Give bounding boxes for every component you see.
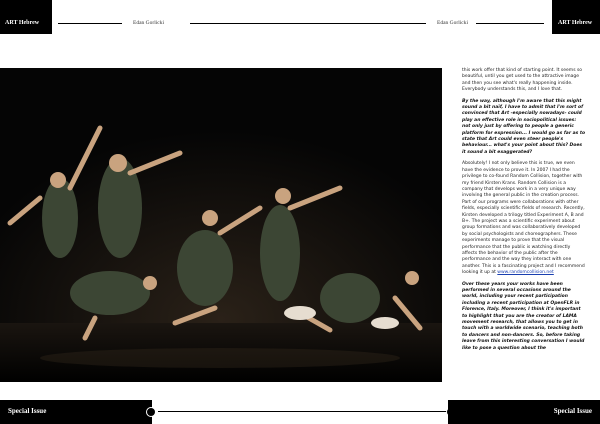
interview-question-1: By the way, although I'm aware that this might sound a bit naïf, I have to admit that I'm sort of convinced that Art -especially nowadays- could play an effective role in sociopolitical issues: not only just by offering to people a generic platform for expression... I would go as far as to state that Art could even steer people's behaviour... what's your point about this? Does it sound a bit exaggerated? [462, 98, 586, 155]
header-right-author: Edan Gorlicki [437, 20, 469, 26]
random-collision-link[interactable]: www.randomcollision.net [497, 270, 554, 276]
header-right-title: ART Hebrew [558, 20, 593, 26]
footer-right-label: Special Issue [553, 407, 592, 415]
interview-question-2: Over these years your works have been performed in several occasions around the world, including your recent participation including a recent participation at OpenFLR in Florence, Italy. Moreover, I think it's important to highlight that you are the creator of LAMA movement research, that allows you to get in touch with a worldwide scenario, teaching both to dancers and non-dancers. So, before taking leave from this interesting conversation I would like to pose a question about the [462, 281, 585, 351]
header-left-block [0, 0, 52, 34]
header-right-block [552, 0, 600, 34]
article-paragraph-1: this work offer that kind of starting point. It seems so beautiful, until you get used to the attractive image and then you see what's really happening inside. Everybody understands this, and I love that. [462, 68, 583, 93]
dance-performance-photo [0, 68, 442, 382]
header-left-title: ART Hebrew [5, 20, 40, 26]
header-left-author: Edan Gorlicki [133, 20, 165, 26]
header-center-rule [190, 23, 426, 24]
footer-left-label: Special Issue [8, 407, 47, 415]
left-page-number-circle [146, 407, 156, 417]
header-left-rule [58, 23, 122, 24]
footer-right-block [448, 400, 600, 424]
dancers-illustration [0, 68, 442, 382]
article-paragraph-2-text: Absolutely! I not only believe this is true, we even have the evidence to prove it. In 2007 I had the privilege to co-found Random Collision, together with my friend Kirsten Krans. Random Collision is a company that develops work in a very unique way involving the general public in the creation process. Part of our programs were collaborations with other fields, especially scientific fields of research. Recently, Kirsten developed a trilogy titled Experiment A, B and B+. The project was a scientific experiment about group formations and was collaboratively developed by social psychologists and choreographers. These experiments manage to prove that the visual performance that the public is watching directly affects the behavior of the public after the performance and the way they interact with one another. This is a fascinating project and I recommend looking it up at [462, 161, 585, 276]
footer-rule [158, 411, 448, 412]
article-text-column [462, 68, 586, 357]
header-right-rule [476, 23, 544, 24]
footer-left-block [0, 400, 152, 424]
article-paragraph-2 [462, 161, 586, 276]
